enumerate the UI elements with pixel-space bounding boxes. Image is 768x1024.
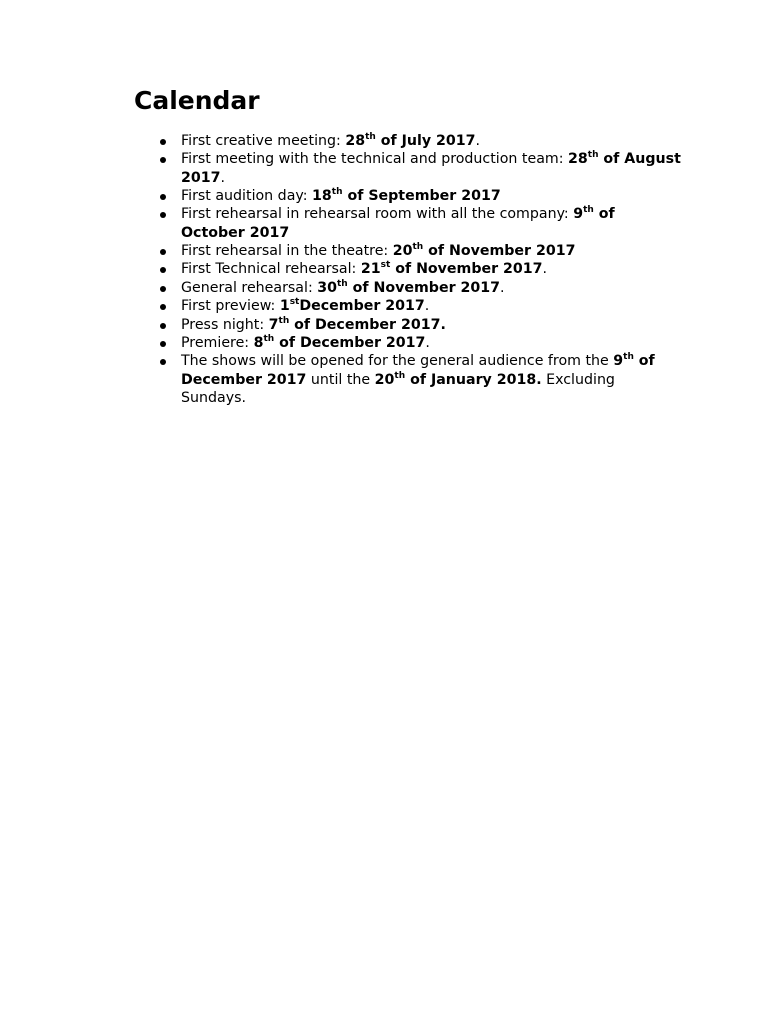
item-text: First rehearsal in rehearsal room with all the company: — [181, 206, 574, 223]
item-text: Press night: — [181, 316, 269, 333]
date-text: of December 2017. — [289, 316, 446, 333]
ordinal-suffix: th — [623, 352, 634, 363]
item-text: until the — [306, 371, 375, 388]
date-text: 9 — [573, 206, 584, 223]
calendar-item — [181, 150, 681, 186]
calendar-item — [181, 279, 681, 297]
item-text: Premiere: — [181, 334, 254, 351]
date-text: of September 2017 — [342, 187, 501, 204]
date-text: of November 2017 — [423, 242, 576, 259]
calendar-item — [181, 242, 681, 260]
item-text: . — [475, 133, 481, 149]
item-text: . — [425, 334, 430, 351]
item-text: The shows will be opened for the general audience from the — [181, 353, 614, 370]
date-text: 30 — [317, 279, 337, 296]
ordinal-suffix: th — [412, 241, 424, 252]
item-text: First creative meeting: — [181, 133, 346, 149]
calendar-item — [181, 132, 681, 150]
date-text: December 2017 — [299, 298, 425, 315]
date-text: 7 — [268, 316, 279, 333]
ordinal-suffix: st — [289, 297, 300, 308]
item-text: . — [424, 298, 430, 315]
item-text: First rehearsal in the theatre: — [181, 242, 393, 259]
ordinal-suffix: th — [365, 132, 376, 142]
date-text: of November 2017 — [390, 261, 543, 278]
ordinal-suffix: th — [337, 278, 348, 289]
document-title: Calendar — [134, 86, 260, 115]
calendar-item — [181, 316, 681, 334]
date-text: 28 — [345, 133, 366, 149]
calendar-list — [181, 132, 681, 407]
ordinal-suffix: th — [278, 315, 290, 326]
date-text: 20 — [374, 371, 395, 388]
item-text: First meeting with the technical and production team: — [181, 151, 569, 168]
item-text: First audition day: — [181, 187, 313, 204]
ordinal-suffix: th — [583, 205, 594, 216]
ordinal-suffix: th — [587, 150, 599, 161]
date-text: 9 — [613, 353, 624, 370]
item-text: General rehearsal: — [181, 279, 318, 296]
ordinal-suffix: st — [380, 260, 391, 271]
calendar-item — [181, 187, 681, 205]
calendar-item — [181, 260, 681, 278]
calendar-item — [181, 352, 681, 407]
date-text: 28 — [568, 151, 588, 168]
date-text: 18 — [312, 187, 332, 204]
date-text: 8 — [253, 334, 264, 351]
date-text: of July 2017 — [375, 133, 476, 149]
date-text: of August 2017 — [181, 151, 681, 186]
ordinal-suffix: th — [263, 333, 275, 344]
date-text: of December 2017 — [181, 353, 655, 388]
calendar-item — [181, 334, 681, 352]
item-text: First preview: — [181, 298, 280, 315]
ordinal-suffix: th — [331, 186, 343, 197]
item-text: . — [500, 279, 505, 296]
date-text: 20 — [392, 242, 413, 259]
date-text: of January 2018. — [405, 371, 542, 388]
date-text: 21 — [360, 261, 381, 278]
item-text: . — [220, 169, 226, 186]
calendar-item — [181, 297, 681, 315]
date-text: of November 2017 — [347, 279, 500, 296]
calendar-item — [181, 205, 681, 241]
item-text: . — [542, 261, 548, 278]
date-text: of December 2017 — [274, 334, 426, 351]
date-text: of October 2017 — [181, 206, 615, 241]
ordinal-suffix: th — [394, 370, 406, 381]
date-text: 1 — [279, 298, 290, 315]
item-text: Excluding Sundays. — [181, 371, 615, 406]
item-text: First Technical rehearsal: — [181, 261, 361, 278]
